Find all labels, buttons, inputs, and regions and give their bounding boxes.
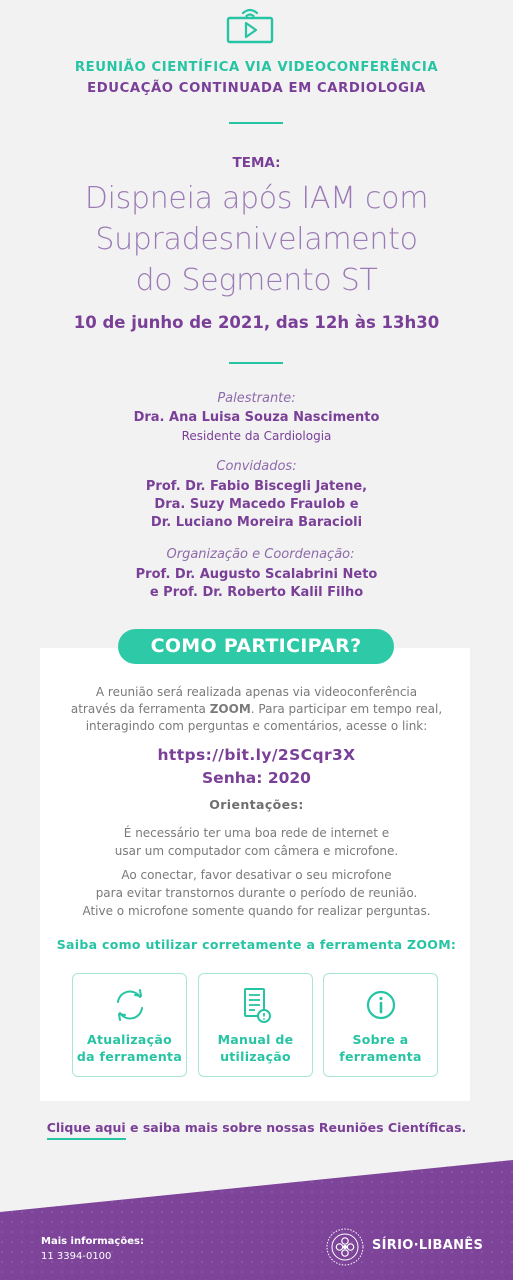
event-type-heading: REUNIÃO CIENTÍFICA VIA VIDEOCONFERÊNCIA xyxy=(74,60,439,75)
speaker-name: Dra. Ana Luisa Souza Nascimento xyxy=(133,410,380,425)
topic-title xyxy=(0,178,513,301)
topic-title-line: do Segmento ST xyxy=(135,263,378,298)
guests-list xyxy=(0,478,513,532)
program-heading: EDUCAÇÃO CONTINUADA EM CARDIOLOGIA xyxy=(87,81,426,96)
more-info-text: e saiba mais sobre nossas Reuniões Científicas. xyxy=(125,1120,467,1135)
organization-label: Organização e Coordenação: xyxy=(166,547,355,562)
topic-title-line: Supradesnivelamento xyxy=(95,222,418,257)
guest-name: Dr. Luciano Moreira Baracioli xyxy=(150,515,363,530)
intro-text: através da ferramenta xyxy=(70,702,210,716)
intro-line: A reunião será realizada apenas via videoconferência xyxy=(95,685,418,699)
organizer-name: e Prof. Dr. Roberto Kalil Filho xyxy=(149,585,364,600)
topic-title-line: Dispneia após IAM com xyxy=(84,181,429,216)
guideline-line: É necessário ter uma boa rede de internet e xyxy=(123,826,390,840)
guests-label: Convidados: xyxy=(216,459,297,474)
participation-intro xyxy=(0,684,513,735)
guideline-line: para evitar transtornos durante o período de reunião. xyxy=(95,886,418,900)
more-info-line xyxy=(0,1120,513,1135)
topic-label: TEMA: xyxy=(232,155,281,171)
tool-label xyxy=(324,1031,437,1065)
zoom-help-heading: Saiba como utilizar corretamente a ferramenta ZOOM: xyxy=(56,937,457,952)
tool-update-button[interactable] xyxy=(72,973,187,1077)
organization-list xyxy=(0,566,513,602)
tool-manual-button[interactable] xyxy=(198,973,313,1077)
tool-about-button[interactable] xyxy=(323,973,438,1077)
guideline-connection xyxy=(0,824,513,860)
intro-line: interagindo com perguntas e comentários, acesse o link: xyxy=(85,719,428,733)
guest-name: Dra. Suzy Macedo Fraulob e xyxy=(154,497,359,512)
tool-label-line: Sobre a xyxy=(352,1032,409,1047)
divider xyxy=(229,362,283,364)
guest-name: Prof. Dr. Fabio Biscegli Jatene, xyxy=(145,479,368,494)
intro-text: . Para participar em tempo real, xyxy=(250,702,443,716)
guideline-line: usar um computador com câmera e microfone. xyxy=(114,844,399,858)
meeting-link[interactable]: https://bit.ly/2SCqr3X xyxy=(157,746,356,764)
hospital-seal-icon xyxy=(325,1227,365,1267)
tool-label-line: ferramenta xyxy=(339,1049,422,1064)
tool-label xyxy=(73,1031,186,1065)
guideline-line: Ao conectar, favor desativar o seu microfone xyxy=(121,868,392,882)
how-to-participate-banner: COMO PARTICIPAR? xyxy=(118,629,394,664)
document-icon xyxy=(237,986,275,1024)
tool-label-line: da ferramenta xyxy=(76,1049,183,1064)
guideline-microphone xyxy=(0,866,513,920)
video-play-icon xyxy=(226,4,274,44)
more-info-label: Mais informações: xyxy=(41,1236,144,1247)
event-date: 10 de junho de 2021, das 12h às 13h30 xyxy=(73,313,440,332)
brand-name: SÍRIO·LIBANÊS xyxy=(372,1238,484,1253)
divider xyxy=(229,122,283,124)
guidelines-title: Orientações: xyxy=(209,797,304,812)
zoom-name: ZOOM xyxy=(209,702,251,716)
speaker-label: Palestrante: xyxy=(217,391,296,406)
info-icon xyxy=(362,986,400,1024)
contact-phone: 11 3394-0100 xyxy=(41,1251,112,1262)
refresh-icon xyxy=(111,986,149,1024)
tool-label xyxy=(199,1031,312,1065)
guideline-line: Ative o microfone somente quando for realizar perguntas. xyxy=(82,904,431,918)
tool-label-line: Manual de xyxy=(217,1032,294,1047)
meeting-password: Senha: 2020 xyxy=(202,769,311,787)
speaker-role: Residente da Cardiologia xyxy=(181,429,332,443)
tool-label-line: Atualização xyxy=(87,1032,172,1047)
intro-line xyxy=(0,701,513,718)
click-here-link[interactable]: Clique aqui xyxy=(47,1120,126,1140)
organizer-name: Prof. Dr. Augusto Scalabrini Neto xyxy=(135,567,378,582)
tool-label-line: utilização xyxy=(220,1049,291,1064)
